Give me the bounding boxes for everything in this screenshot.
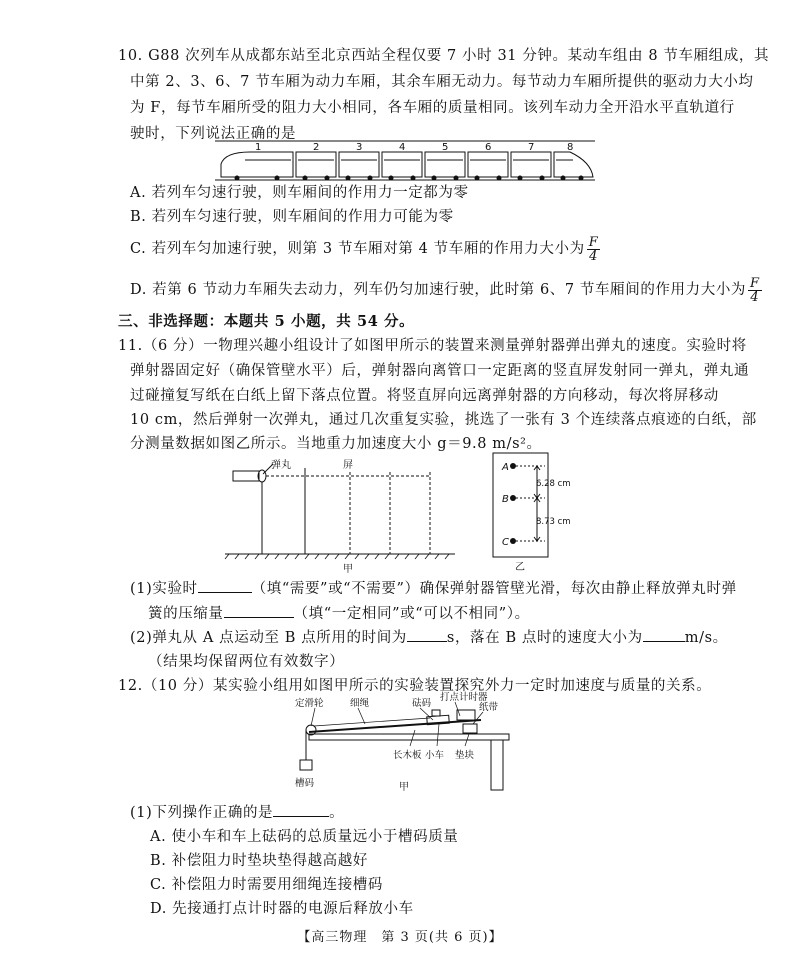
q11-sub2-part-1: (2)弹丸从 A 点运动至 B 点所用的时间为 (130, 630, 407, 646)
fraction-denominator: 4 (589, 248, 598, 264)
car-number-5: 5 (442, 142, 449, 153)
fraction-f-over-4 (587, 236, 601, 263)
q10-option-c-text: C. 若列车匀加速行驶，则第 3 节车厢对第 4 节车厢的作用力大小为 (130, 241, 585, 257)
q11-sub1-prefix: (1)实验时 (130, 581, 198, 597)
distance-bc: 8.73 cm (536, 517, 571, 527)
q10-option-a: A. 若列车匀速行驶，则车厢间的作用力一定都为零 (130, 185, 469, 201)
q11-line-1: 11.（6 分）一物理兴趣小组设计了如图甲所示的装置来测量弹射器弹出弹丸的速度。实验时将 (118, 338, 747, 354)
q11-sub2-line-1 (130, 628, 728, 648)
q12-sub1-prefix: (1)下列操作正确的是 (130, 805, 274, 821)
train-car-2 (296, 152, 336, 177)
car-number-7: 7 (528, 142, 535, 153)
weight-label: 砝码 (412, 698, 432, 709)
q12-option-a: A. 使小车和车上砝码的总质量远小于槽码质量 (150, 829, 459, 845)
fraction-denominator-d: 4 (750, 289, 760, 305)
train-car-3 (339, 152, 379, 177)
point-b (510, 495, 516, 501)
train-car-1 (221, 152, 293, 177)
weight-on-cart (432, 710, 440, 716)
section-3-heading: 三、非选择题：本题共 5 小题，共 54 分。 (118, 313, 415, 330)
screen-label: 屏 (343, 460, 353, 471)
answer-blank-3[interactable] (407, 629, 447, 642)
train-car-5 (425, 152, 465, 177)
q10-option-d (130, 273, 762, 307)
launcher (233, 471, 259, 481)
q11-sub1-suffix: （填“需要”或“不需要”）确保弹射器管壁光滑，每次由静止释放弹丸时弹 (251, 581, 737, 597)
q11-line-2: 弹射器固定好（确保管壁水平）后，弹射器向离管口一定距离的竖直屏发射同一弹丸，弹丸通 (130, 363, 750, 379)
q12-sub1-line (130, 803, 344, 823)
q11-line-5: 分测量数据如图乙所示。当地重力加速度大小 g＝9.8 m/s²。 (130, 436, 542, 452)
answer-blank-1[interactable] (198, 580, 252, 593)
string-label: 细绳 (350, 698, 370, 709)
car-number-4: 4 (399, 142, 406, 153)
board-label: 长木板 (393, 750, 422, 761)
timer-label: 打点计时器 (440, 692, 488, 703)
q11-figure-yi (493, 453, 573, 573)
bucket-label: 槽码 (295, 778, 315, 789)
tape-label: 纸带 (479, 702, 499, 713)
q12-line-1: 12.（10 分）某实验小组用如图甲所示的实验装置探究外力一定时加速度与质量的关系。 (118, 678, 712, 694)
pellet-label: 弹丸 (271, 460, 291, 471)
label-c: C (502, 537, 509, 548)
q11-sub1-line-2 (148, 604, 530, 624)
block (463, 724, 477, 733)
fig-yi-caption: 乙 (515, 562, 525, 573)
q12-option-c: C. 补偿阻力时需要用细绳连接槽码 (150, 877, 383, 893)
q11-sub1b-suffix: （填“一定相同”或“可以不相同”）。 (293, 606, 530, 622)
answer-blank-2[interactable] (224, 605, 294, 618)
car-number-8: 8 (567, 142, 574, 153)
car-number-1: 1 (255, 142, 262, 153)
q11-line-3: 过碰撞复写纸在白纸上留下落点位置。将竖直屏向远离弹射器的方向移动，每次将屏移动 (130, 388, 719, 404)
q10-option-c (130, 232, 600, 266)
q11-sub1b-prefix: 簧的压缩量 (148, 606, 224, 622)
table-top (309, 734, 509, 740)
train-car-4 (382, 152, 422, 177)
table-leg (491, 740, 503, 790)
train-car-8 (554, 152, 593, 177)
q12-figure-jia (295, 694, 515, 794)
train-car-7 (511, 152, 551, 177)
q12-sub1-suffix: 。 (329, 805, 345, 821)
answer-blank-4[interactable] (643, 629, 685, 642)
fraction-numerator-d: F (750, 275, 760, 291)
q10-option-d-text: D. 若第 6 节动力车厢失去动力，列车仍匀加速行驶，此时第 6、7 节车厢间的作用力大小为 (130, 282, 747, 298)
q10-line-1: 10. G88 次列车从成都东站至北京西站全程仅要 7 小时 31 分钟。某动车组由 8 节车厢组成，其 (118, 48, 770, 64)
q10-line-3: 为 F，每节车厢所受的阻力大小相同，各车厢的质量相同。该列车动力全开沿水平直轨道行 (130, 100, 735, 116)
q11-figure-jia (225, 458, 465, 578)
car-number-6: 6 (485, 142, 492, 153)
q11-sub2-line-2: （结果均保留两位有效数字） (148, 654, 345, 670)
q10-line-4: 驶时，下列说法正确的是 (130, 126, 297, 142)
page-footer: 【高三物理 第 3 页(共 6 页)】 (297, 930, 503, 945)
label-a: A (502, 462, 509, 473)
block-label: 垫块 (455, 750, 475, 761)
point-a (510, 463, 516, 469)
hanging-bucket (300, 760, 312, 770)
q11-sub2-part-3: m/s。 (684, 630, 728, 646)
q11-line-4: 10 cm，然后弹射一次弹丸，通过几次重复实验，挑选了一张有 3 个连续落点痕迹的白纸，部 (130, 412, 757, 428)
fraction-f-over-4-d (748, 277, 762, 304)
pulley-label: 定滑轮 (295, 698, 324, 709)
q10-line-2: 中第 2、3、6、7 节车厢为动力车厢，其余车厢无动力。每节动力车厢所提供的驱动力大小均 (130, 74, 754, 90)
car-number-3: 3 (356, 142, 363, 153)
point-c (510, 538, 516, 544)
distance-ab: 6.28 cm (536, 479, 571, 489)
answer-blank-5[interactable] (273, 804, 329, 817)
fig-jia-caption: 甲 (343, 564, 353, 575)
car-number-2: 2 (313, 142, 320, 153)
q10-option-b: B. 若列车匀速行驶，则车厢间的作用力可能为零 (130, 209, 454, 225)
long-board (309, 720, 481, 732)
fig-jia-caption-q12: 甲 (399, 782, 409, 793)
fraction-numerator: F (588, 234, 599, 250)
q11-sub2-part-2: s，落在 B 点时的速度大小为 (446, 630, 643, 646)
q12-option-b: B. 补偿阻力时垫块垫得越高越好 (150, 853, 368, 869)
label-b: B (502, 494, 509, 505)
q12-option-d: D. 先接通打点计时器的电源后释放小车 (150, 901, 414, 917)
q11-sub1-line-1 (130, 579, 737, 599)
train-car-6 (468, 152, 508, 177)
cart-label: 小车 (425, 750, 445, 761)
